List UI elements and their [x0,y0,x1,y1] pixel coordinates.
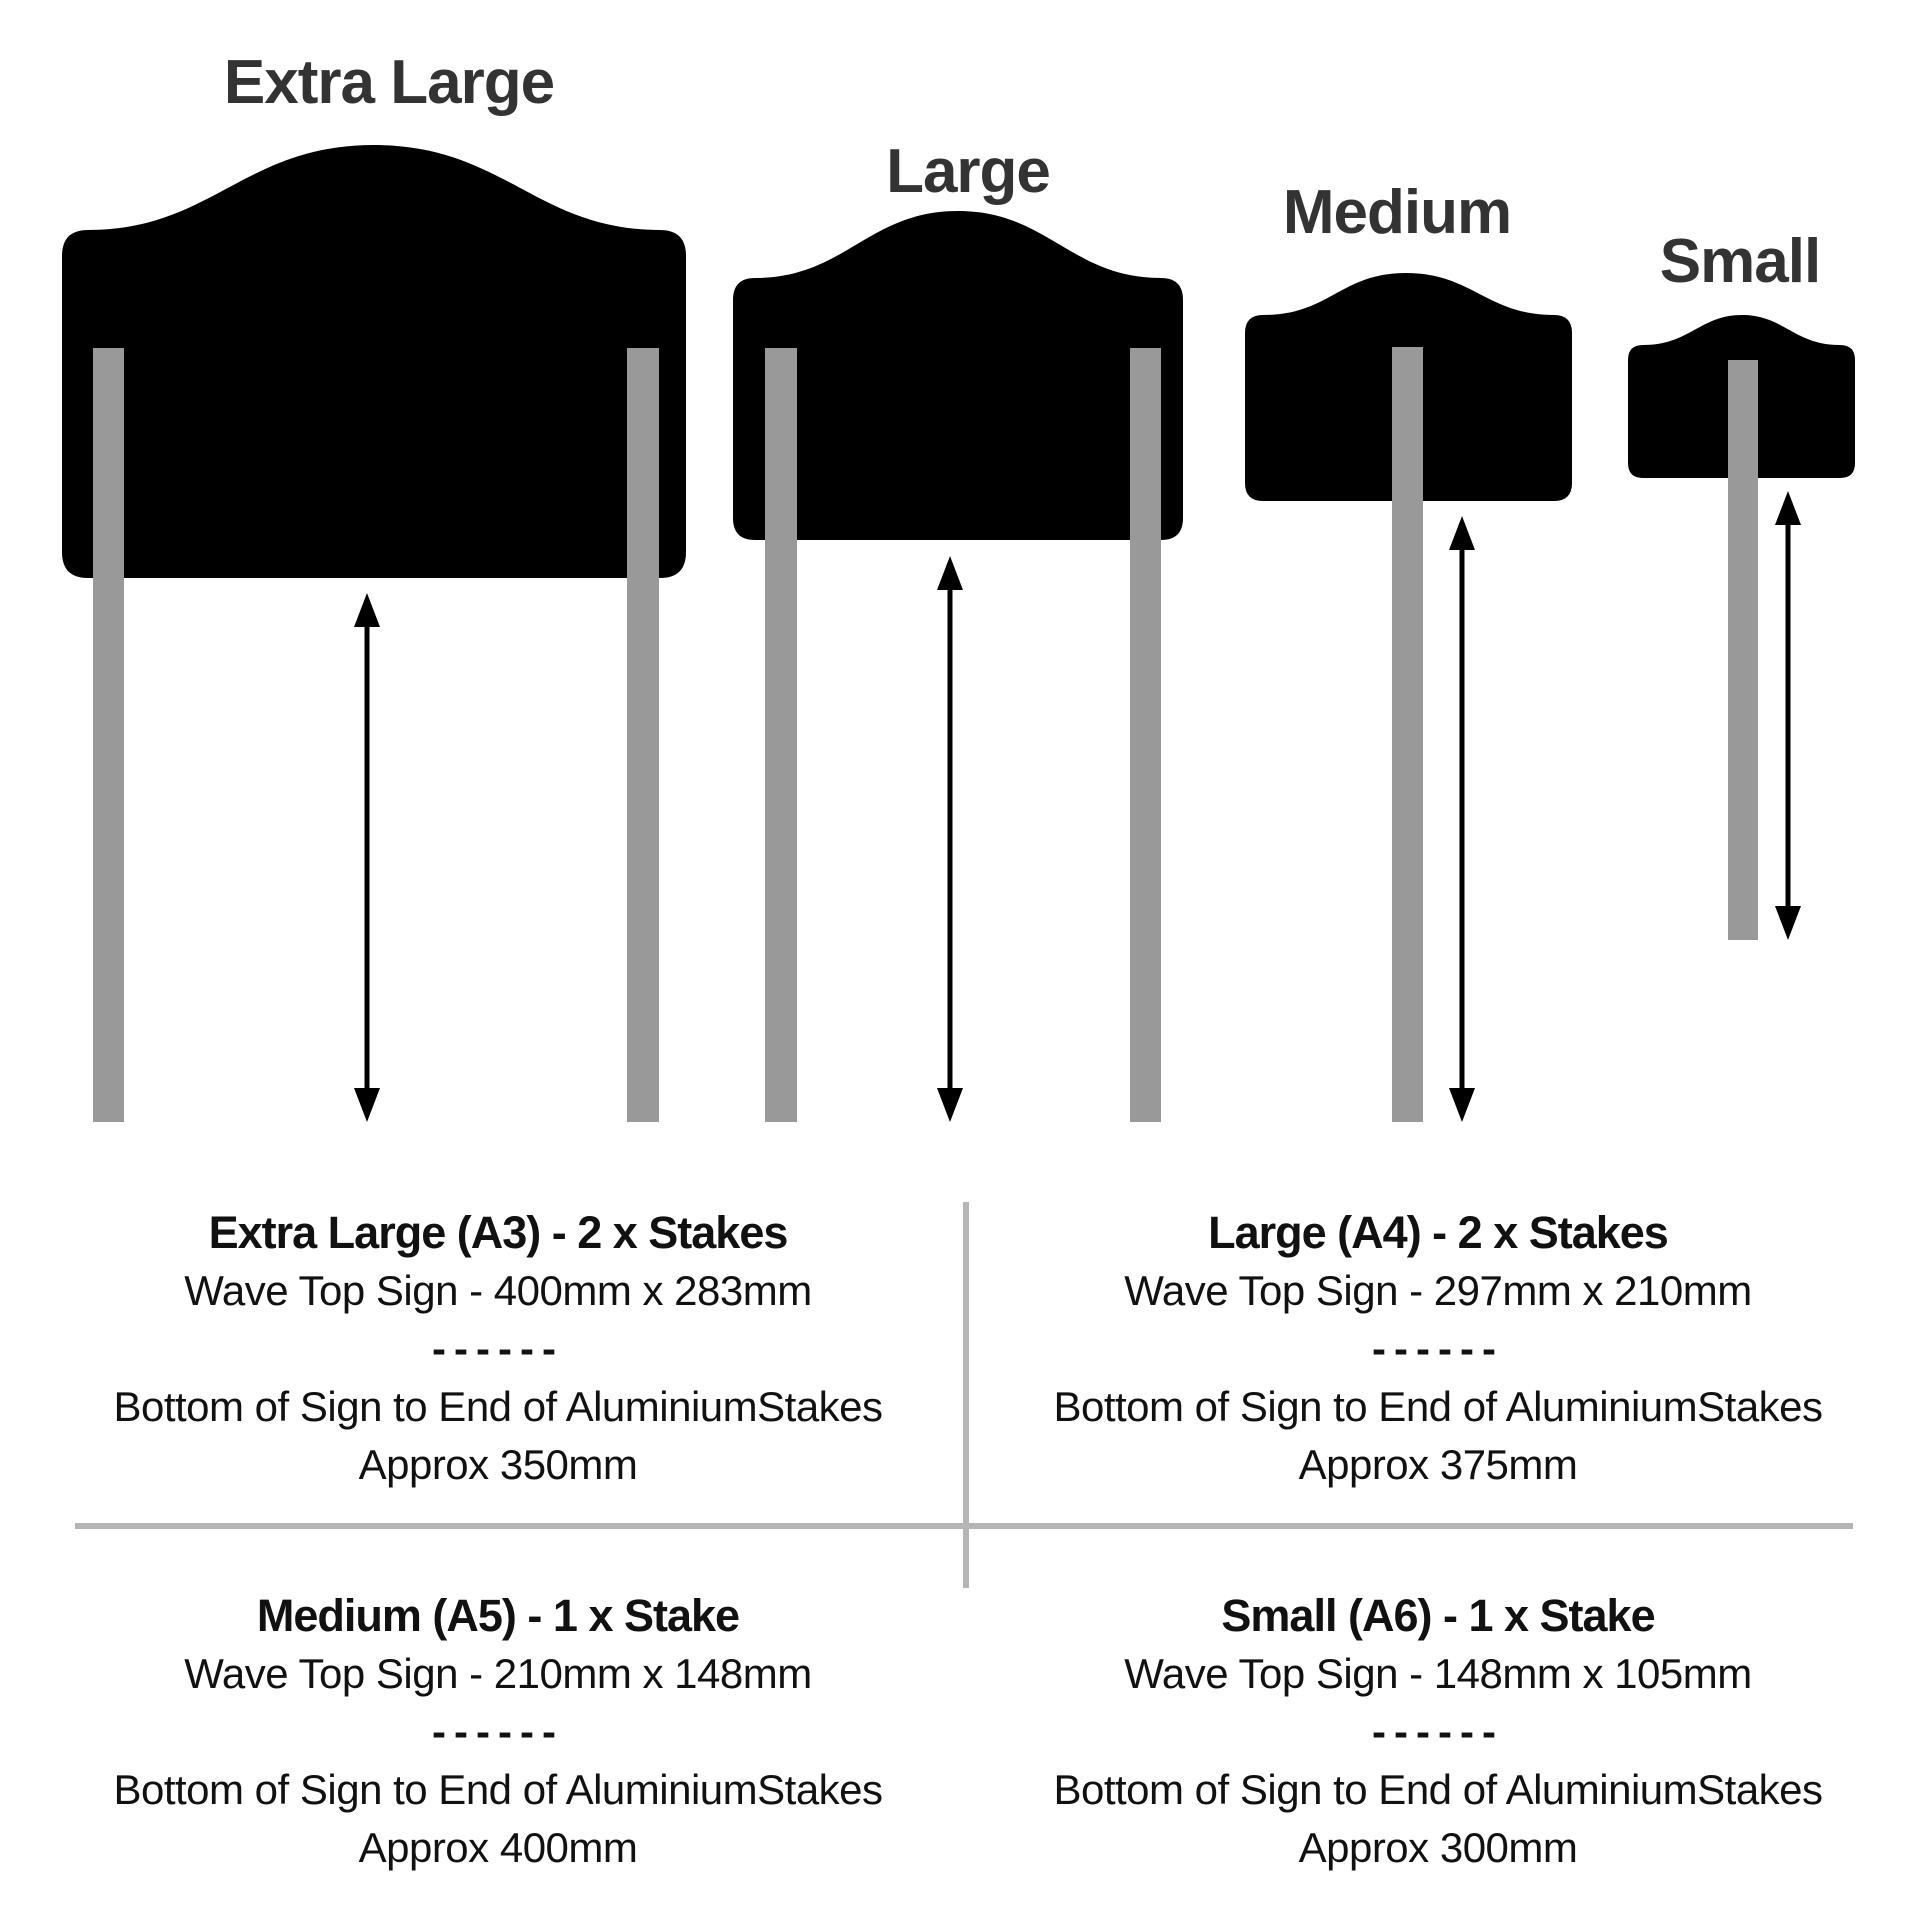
stake-large-right-overlay [1130,348,1161,1122]
height-arrow-medium [1449,516,1475,1122]
spec-stake-length: Approx 400mm [358,1824,638,1871]
spec-heading: Extra Large (A3) - 2 x Stakes [208,1207,788,1258]
spec-stake-note: Bottom of Sign to End of AluminiumStakes [113,1766,883,1813]
stake-large-left-overlay [765,348,797,1122]
height-arrow-large [937,556,963,1122]
label-extra-large: Extra Large [223,48,555,117]
spec-stake-note: Bottom of Sign to End of AluminiumStakes [1053,1766,1823,1813]
spec-stake-note: Bottom of Sign to End of AluminiumStakes [1053,1383,1823,1430]
spec-heading: Medium (A5) - 1 x Stake [256,1590,740,1641]
spec-large [978,1204,1898,1494]
spec-separator: ------ [432,1325,564,1372]
spec-stake-length: Approx 350mm [358,1441,638,1488]
spec-medium [40,1587,956,1877]
spec-extra-large [40,1204,956,1494]
spec-stake-note: Bottom of Sign to End of AluminiumStakes [113,1383,883,1430]
spec-sign-size: Wave Top Sign - 210mm x 148mm [184,1650,812,1697]
spec-separator: ------ [1372,1708,1504,1755]
stake-extra-large-left-overlay [93,348,124,1122]
label-small: Small [1659,227,1821,296]
horizontal-divider [75,1523,1853,1529]
label-large: Large [886,137,1050,206]
label-medium: Medium [1282,178,1512,247]
stake-small [1728,360,1758,940]
vertical-divider [963,1202,969,1588]
spec-stake-length: Approx 375mm [1298,1441,1578,1488]
spec-separator: ------ [432,1708,564,1755]
spec-heading: Large (A4) - 2 x Stakes [1208,1207,1668,1258]
wave-sign-large [733,211,1183,540]
height-arrow-small [1775,491,1801,940]
spec-small [978,1587,1898,1877]
spec-stake-length: Approx 300mm [1298,1824,1578,1871]
spec-heading: Small (A6) - 1 x Stake [1221,1590,1655,1641]
stake-extra-large-right-overlay [627,348,659,1122]
spec-sign-size: Wave Top Sign - 148mm x 105mm [1124,1650,1752,1697]
wave-sign-extra-large [62,145,686,578]
spec-separator: ------ [1372,1325,1504,1372]
spec-sign-size: Wave Top Sign - 400mm x 283mm [184,1267,812,1314]
spec-sign-size: Wave Top Sign - 297mm x 210mm [1124,1267,1752,1314]
stake-medium [1392,347,1423,1122]
height-arrow-extra-large [354,593,380,1122]
